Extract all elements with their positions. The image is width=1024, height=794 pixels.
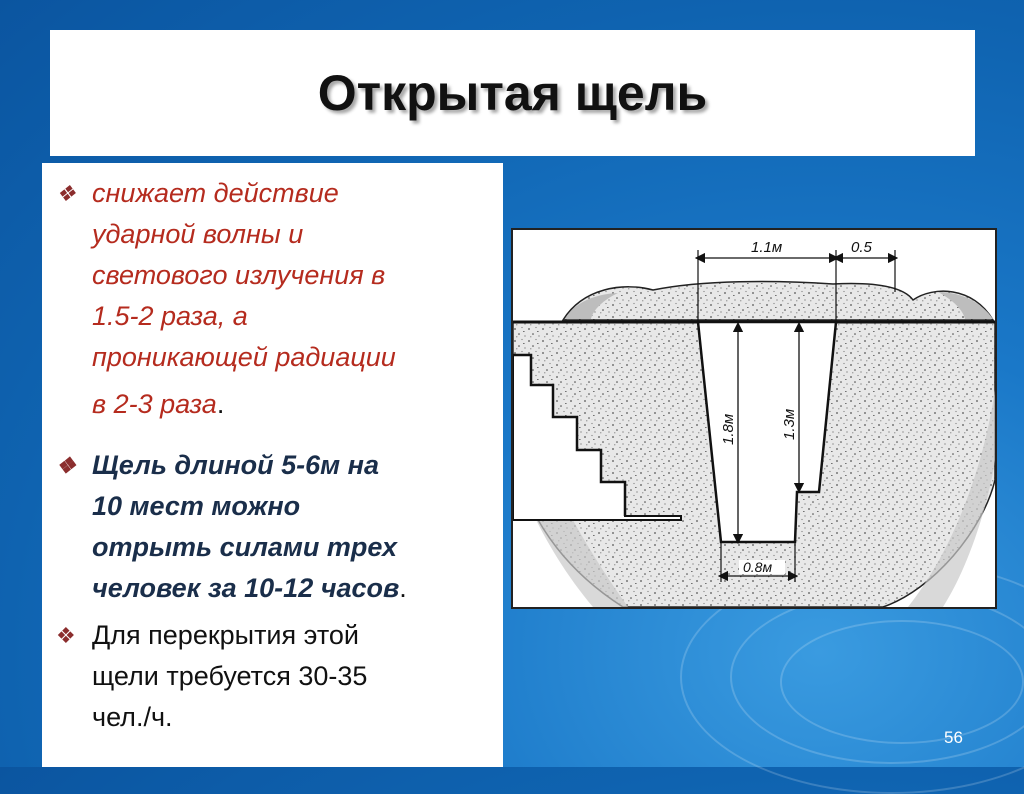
diamond-bullet-icon: ❖ xyxy=(56,453,76,478)
depth-label: 1.8м xyxy=(720,413,737,445)
bullet-item-blast-reduction xyxy=(56,173,496,425)
diamond-bullet-icon: ❖ xyxy=(56,181,76,206)
bullet-line: в 2-3 раза xyxy=(92,389,217,419)
bottom-width-label: 0.8м xyxy=(743,559,773,575)
parapet-mound xyxy=(563,282,993,320)
trench-diagram xyxy=(511,228,997,609)
page-number: 56 xyxy=(944,728,963,747)
bullet-list xyxy=(42,163,503,767)
side-width-label: 0.5 xyxy=(851,239,872,256)
bullet-item-digging-time xyxy=(56,445,496,609)
bullet-line: светового излучения в xyxy=(92,260,386,290)
bullet-line: ударной волны и xyxy=(92,219,304,249)
bullet-line: человек за 10-12 часов xyxy=(92,573,400,603)
bullet-line: отрыть силами трех xyxy=(92,532,398,562)
trench-cross-section-svg xyxy=(513,230,995,607)
diamond-bullet-icon: ❖ xyxy=(56,623,76,648)
bullet-period: . xyxy=(399,573,407,603)
bullet-line: проникающей радиации xyxy=(92,342,396,372)
bullet-line: снижает действие xyxy=(92,178,339,208)
bullet-line: 10 мест можно xyxy=(92,491,301,521)
slide-title: Открытая щель xyxy=(317,65,708,121)
bullet-item-covering xyxy=(56,615,496,738)
bullet-line: Щель длиной 5-6м на xyxy=(92,450,379,480)
title-box xyxy=(50,30,975,156)
bullet-line: чел./ч. xyxy=(92,702,173,732)
bullet-line: 1.5-2 раза, а xyxy=(92,301,248,331)
bullet-line: Для перекрытия этой xyxy=(92,620,359,650)
bullet-period: . xyxy=(216,389,225,419)
top-width-label: 1.1м xyxy=(751,239,783,256)
bullet-line: щели требуется 30-35 xyxy=(92,661,368,691)
inner-depth-label: 1.3м xyxy=(781,408,798,440)
